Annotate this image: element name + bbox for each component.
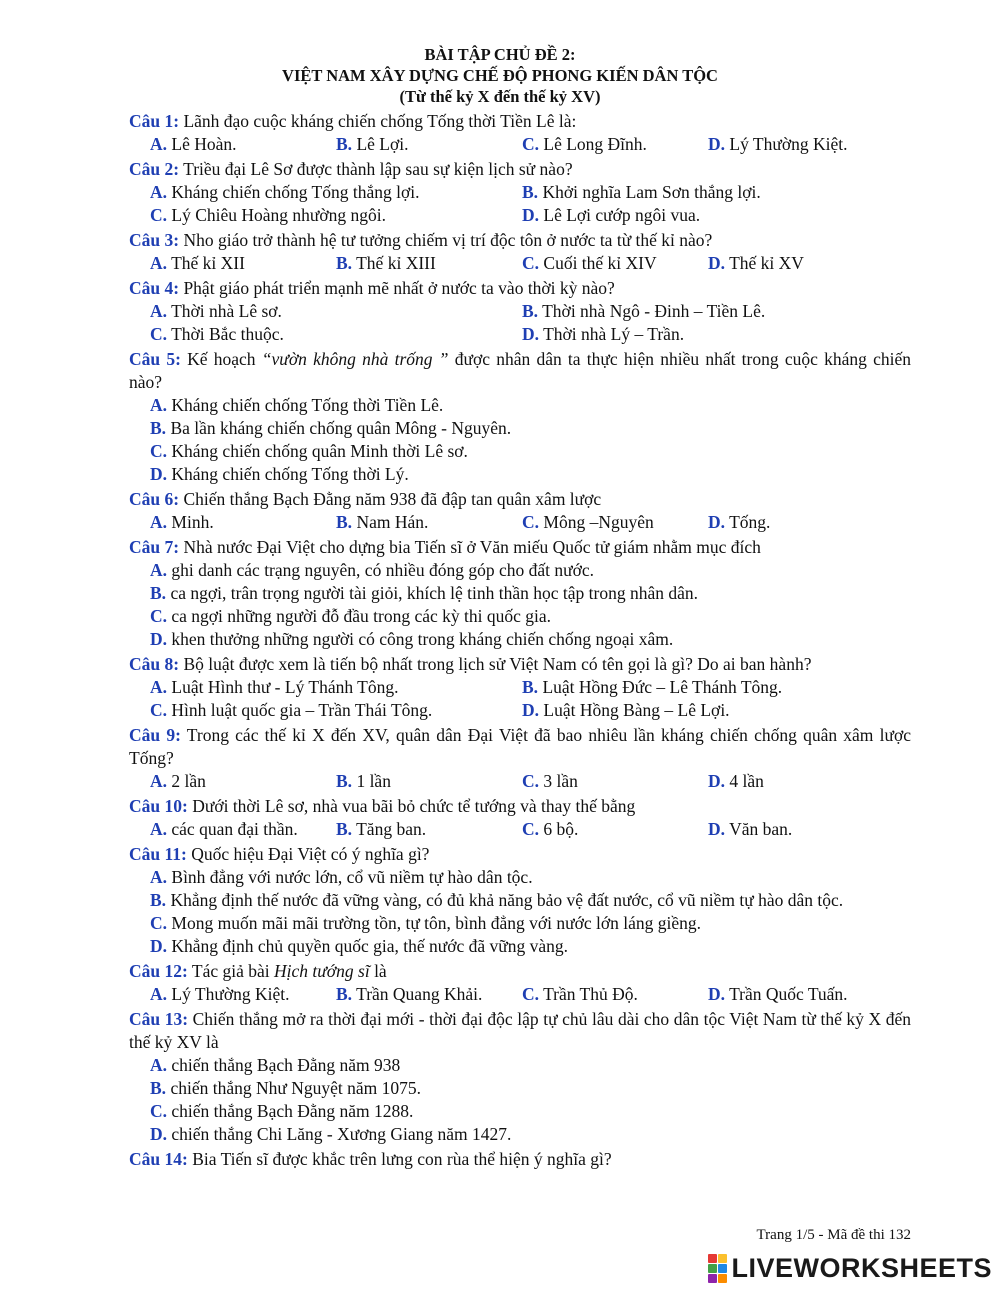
option-d	[522, 204, 911, 227]
option-a	[150, 252, 336, 275]
question-label: Câu 13:	[129, 1009, 189, 1029]
header-line-2: VIỆT NAM XÂY DỰNG CHẾ ĐỘ PHONG KIẾN DÂN TỘC	[282, 66, 718, 85]
option-c	[150, 1100, 911, 1123]
question-text: Tác giả bài	[187, 961, 274, 981]
option-letter: D.	[708, 771, 726, 791]
option-a	[150, 559, 911, 582]
question-13	[129, 1008, 911, 1146]
question-text: Bộ luật được xem là tiến bộ nhất trong lịch sử Việt Nam có tên gọi là gì? Do ai ban hành?	[179, 654, 812, 674]
question-label: Câu 11:	[129, 844, 187, 864]
option-text: Thế kỉ XV	[725, 253, 804, 273]
option-letter: B.	[522, 301, 539, 321]
option-text: Nam Hán.	[352, 512, 429, 532]
option-letter: C.	[522, 512, 540, 532]
question-2	[129, 158, 911, 227]
option-text: Luật Hình thư - Lý Thánh Tông.	[167, 677, 399, 697]
option-text: Trần Quang Khải.	[352, 984, 483, 1004]
question-stem	[129, 158, 911, 181]
brand-text: LIVEWORKSHEETS	[731, 1253, 992, 1283]
question-stem	[129, 1148, 911, 1171]
option-letter: B.	[150, 1078, 167, 1098]
option-text: 3 lần	[539, 771, 578, 791]
option-d	[150, 935, 911, 958]
question-label: Câu 9:	[129, 725, 181, 745]
option-text: Thời nhà Ngô - Đinh – Tiền Lê.	[538, 301, 766, 321]
question-12	[129, 960, 911, 1006]
option-c	[522, 252, 708, 275]
option-letter: B.	[336, 253, 353, 273]
option-letter: A.	[150, 395, 168, 415]
option-b	[522, 300, 911, 323]
option-a	[150, 300, 522, 323]
option-b	[336, 133, 522, 156]
option-letter: B.	[522, 677, 539, 697]
option-letter: A.	[150, 134, 168, 154]
option-list	[129, 133, 911, 156]
option-text: Lê Lợi cướp ngôi vua.	[539, 205, 701, 225]
question-1	[129, 110, 911, 156]
option-letter: C.	[522, 984, 540, 1004]
option-b	[150, 417, 911, 440]
option-text: Trần Thủ Độ.	[539, 984, 638, 1004]
brand-icon-tile	[708, 1274, 717, 1283]
option-text: Thời nhà Lê sơ.	[167, 301, 282, 321]
question-list	[129, 110, 911, 1173]
option-a	[150, 1054, 911, 1077]
option-d	[708, 770, 911, 793]
option-b	[522, 181, 911, 204]
option-d	[708, 511, 911, 534]
question-6	[129, 488, 911, 534]
option-letter: C.	[522, 771, 540, 791]
page-info: Trang 1/5 - Mã đề thi 132	[756, 1227, 911, 1243]
option-text: 6 bộ.	[539, 819, 579, 839]
option-letter: C.	[150, 700, 168, 720]
liveworksheets-icon	[708, 1254, 727, 1283]
option-list	[129, 983, 911, 1006]
option-letter: A.	[150, 771, 168, 791]
option-letter: B.	[150, 890, 167, 910]
question-label: Câu 12:	[129, 961, 188, 981]
option-d	[522, 699, 911, 722]
question-9	[129, 724, 911, 793]
option-a	[150, 676, 522, 699]
question-italic: Hịch tướng sĩ	[274, 961, 370, 981]
brand-icon-tile	[718, 1254, 727, 1263]
question-label: Câu 10:	[129, 796, 188, 816]
option-list	[129, 394, 911, 486]
option-text: Thế kỉ XII	[167, 253, 245, 273]
option-letter: B.	[522, 182, 539, 202]
question-stem	[129, 277, 911, 300]
option-list	[129, 300, 911, 346]
option-list	[129, 252, 911, 275]
question-label: Câu 8:	[129, 654, 180, 674]
question-label: Câu 4:	[129, 278, 180, 298]
option-list	[129, 181, 911, 227]
option-d	[708, 133, 911, 156]
question-text: Phật giáo phát triển mạnh mẽ nhất ở nước ta vào thời kỳ nào?	[179, 278, 615, 298]
option-letter: A.	[150, 1055, 168, 1075]
question-text: Lãnh đạo cuộc kháng chiến chống Tống thời Tiền Lê là:	[179, 111, 577, 131]
option-list	[129, 1054, 911, 1146]
option-text: Trần Quốc Tuấn.	[725, 984, 848, 1004]
question-stem	[129, 960, 911, 983]
option-text: Bình đẳng với nước lớn, cổ vũ niềm tự hào dân tộc.	[167, 867, 533, 887]
question-stem	[129, 488, 911, 511]
option-c	[150, 699, 522, 722]
option-text: Mong muốn mãi mãi trường tồn, tự tôn, bình đẳng với nước lớn láng giềng.	[167, 913, 702, 933]
question-text: Nhà nước Đại Việt cho dựng bia Tiến sĩ ở Văn miếu Quốc tử giám nhằm mục đích	[179, 537, 761, 557]
option-text: Thế kỉ XIII	[352, 253, 436, 273]
option-c	[150, 323, 522, 346]
question-11	[129, 843, 911, 958]
option-text: chiến thắng Như Nguyệt năm 1075.	[166, 1078, 421, 1098]
option-text: Khẳng định thế nước đã vững vàng, có đủ khả năng bảo vệ đất nước, cổ vũ niềm tự hào dân tộc.	[166, 890, 844, 910]
option-letter: A.	[150, 984, 168, 1004]
option-letter: D.	[150, 629, 168, 649]
option-c	[522, 770, 708, 793]
option-d	[150, 463, 911, 486]
question-stem	[129, 229, 911, 252]
question-text: Triều đại Lê Sơ được thành lập sau sự kiện lịch sử nào?	[179, 159, 573, 179]
question-7	[129, 536, 911, 651]
option-letter: B.	[336, 771, 353, 791]
option-d	[708, 818, 911, 841]
question-stem	[129, 110, 911, 133]
option-letter: D.	[708, 984, 726, 1004]
option-text: Kháng chiến chống quân Minh thời Lê sơ.	[167, 441, 468, 461]
option-a	[150, 983, 336, 1006]
option-letter: B.	[150, 583, 167, 603]
question-stem	[129, 724, 911, 770]
question-8	[129, 653, 911, 722]
option-list	[129, 818, 911, 841]
option-a	[150, 818, 336, 841]
option-a	[150, 181, 522, 204]
option-letter: B.	[336, 819, 353, 839]
option-letter: C.	[522, 134, 540, 154]
option-text: Mông –Nguyên	[539, 512, 654, 532]
option-list	[129, 559, 911, 651]
question-label: Câu 3:	[129, 230, 180, 250]
header-line-1: BÀI TẬP CHỦ ĐỀ 2:	[424, 45, 576, 64]
question-stem	[129, 536, 911, 559]
brand-icon-tile	[718, 1274, 727, 1283]
option-text: Minh.	[167, 512, 214, 532]
option-c	[150, 605, 911, 628]
option-text: Kháng chiến chống Tống thời Tiền Lê.	[167, 395, 444, 415]
option-text: khen thưởng những người có công trong kháng chiến chống ngoại xâm.	[167, 629, 674, 649]
question-label: Câu 5:	[129, 349, 181, 369]
question-label: Câu 7:	[129, 537, 180, 557]
question-stem	[129, 348, 911, 394]
option-text: ghi danh các trạng nguyên, có nhiều đóng góp cho đất nước.	[167, 560, 594, 580]
option-c	[522, 511, 708, 534]
option-letter: D.	[522, 700, 540, 720]
option-text: Lê Long Đĩnh.	[539, 134, 647, 154]
option-text: Lê Lợi.	[352, 134, 409, 154]
option-text: Văn ban.	[725, 819, 793, 839]
option-letter: A.	[150, 677, 168, 697]
option-d	[708, 983, 911, 1006]
option-letter: B.	[336, 512, 353, 532]
question-text: Trong các thế kỉ X đến XV, quân dân Đại Việt đã bao nhiêu lần kháng chiến chống quân xâm lược Tống?	[129, 725, 911, 768]
option-letter: D.	[522, 205, 540, 225]
question-3	[129, 229, 911, 275]
option-c	[150, 912, 911, 935]
option-list	[129, 511, 911, 534]
option-text: Ba lần kháng chiến chống quân Mông - Nguyên.	[166, 418, 512, 438]
option-c	[522, 133, 708, 156]
option-d	[150, 628, 911, 651]
question-4	[129, 277, 911, 346]
question-text: Kế hoạch	[180, 349, 262, 369]
option-a	[150, 133, 336, 156]
option-letter: B.	[336, 984, 353, 1004]
option-letter: A.	[150, 182, 168, 202]
option-list	[129, 770, 911, 793]
brand-icon-tile	[708, 1254, 717, 1263]
option-letter: C.	[150, 913, 168, 933]
option-text: Luật Hồng Đức – Lê Thánh Tông.	[538, 677, 783, 697]
question-5	[129, 348, 911, 486]
option-letter: A.	[150, 867, 168, 887]
option-c	[522, 818, 708, 841]
option-letter: B.	[150, 418, 167, 438]
option-list	[129, 866, 911, 958]
option-a	[150, 866, 911, 889]
option-text: Kháng chiến chống Tống thắng lợi.	[167, 182, 420, 202]
question-text-cont: được nhân dân ta thực hiện nhiều nhất trong cuộc kháng chiến nào?	[129, 349, 911, 392]
option-text: Hình luật quốc gia – Trần Thái Tông.	[167, 700, 433, 720]
question-label: Câu 14:	[129, 1149, 188, 1169]
question-label: Câu 2:	[129, 159, 180, 179]
liveworksheets-logo	[708, 1253, 992, 1284]
question-10	[129, 795, 911, 841]
question-text: Bia Tiến sĩ được khắc trên lưng con rùa thể hiện ý nghĩa gì?	[187, 1149, 612, 1169]
option-text: Khởi nghĩa Lam Sơn thắng lợi.	[538, 182, 761, 202]
question-stem	[129, 795, 911, 818]
brand-icon-tile	[718, 1264, 727, 1273]
option-text: Lê Hoàn.	[167, 134, 237, 154]
option-letter: D.	[708, 819, 726, 839]
option-letter: D.	[522, 324, 540, 344]
question-stem	[129, 653, 911, 676]
option-list	[129, 676, 911, 722]
question-label: Câu 1:	[129, 111, 180, 131]
option-letter: D.	[150, 464, 168, 484]
option-letter: C.	[150, 441, 168, 461]
question-text: Nho giáo trở thành hệ tư tưởng chiếm vị trí độc tôn ở nước ta từ thế kỉ nào?	[179, 230, 713, 250]
option-d	[150, 1123, 911, 1146]
option-letter: D.	[150, 1124, 168, 1144]
question-text: Dưới thời Lê sơ, nhà vua bãi bỏ chức tể tướng và thay thế bằng	[187, 796, 636, 816]
question-italic: “vườn không nhà trống ”	[261, 349, 449, 369]
option-text: chiến thắng Bạch Đằng năm 1288.	[167, 1101, 414, 1121]
option-text: 2 lần	[167, 771, 206, 791]
option-a	[150, 394, 911, 417]
question-text: Chiến thắng mở ra thời đại mới - thời đại độc lập tự chủ lâu dài cho dân tộc Việt Nam từ thế kỷ X đến thế kỷ XV là	[129, 1009, 912, 1052]
option-letter: C.	[522, 819, 540, 839]
option-b	[150, 1077, 911, 1100]
option-letter: A.	[150, 819, 168, 839]
option-b	[150, 582, 911, 605]
option-text: Khẳng định chủ quyền quốc gia, thế nước đã vững vàng.	[167, 936, 568, 956]
option-d	[522, 323, 911, 346]
option-text: Thời nhà Lý – Trần.	[539, 324, 685, 344]
option-letter: C.	[150, 1101, 168, 1121]
question-label: Câu 6:	[129, 489, 180, 509]
option-text: Tống.	[725, 512, 771, 532]
option-text: 4 lần	[725, 771, 764, 791]
option-text: Cuối thế kỉ XIV	[539, 253, 657, 273]
option-letter: C.	[150, 324, 168, 344]
option-letter: A.	[150, 560, 168, 580]
option-text: Thời Bắc thuộc.	[167, 324, 284, 344]
option-letter: D.	[708, 512, 726, 532]
header-line-3: (Từ thế kỷ X đến thế kỷ XV)	[399, 87, 601, 106]
option-text: 1 lần	[352, 771, 391, 791]
option-c	[150, 440, 911, 463]
option-letter: B.	[336, 134, 353, 154]
worksheet-header	[0, 44, 1000, 107]
question-text: Chiến thắng Bạch Đằng năm 938 đã đập tan quân xâm lược	[179, 489, 602, 509]
option-text: Luật Hồng Bàng – Lê Lợi.	[539, 700, 730, 720]
question-stem	[129, 1008, 911, 1054]
option-text: ca ngợi những người đỗ đầu trong các kỳ thi quốc gia.	[167, 606, 552, 626]
option-b	[336, 983, 522, 1006]
option-a	[150, 511, 336, 534]
option-letter: D.	[708, 134, 726, 154]
option-b	[336, 511, 522, 534]
option-text: Lý Thường Kiệt.	[167, 984, 290, 1004]
question-text: Quốc hiệu Đại Việt có ý nghĩa gì?	[186, 844, 430, 864]
option-letter: A.	[150, 253, 168, 273]
option-letter: A.	[150, 512, 168, 532]
question-14	[129, 1148, 911, 1171]
option-text: các quan đại thần.	[167, 819, 298, 839]
option-text: ca ngợi, trân trọng người tài giỏi, khích lệ tinh thần học tập trong nhân dân.	[166, 583, 699, 603]
option-b	[522, 676, 911, 699]
option-a	[150, 770, 336, 793]
brand-icon-tile	[708, 1264, 717, 1273]
option-letter: A.	[150, 301, 168, 321]
option-text: Lý Chiêu Hoàng nhường ngôi.	[167, 205, 387, 225]
option-b	[336, 770, 522, 793]
option-text: Tăng ban.	[352, 819, 427, 839]
option-b	[336, 252, 522, 275]
option-letter: D.	[150, 936, 168, 956]
question-text-cont: là	[369, 961, 387, 981]
option-text: Kháng chiến chống Tống thời Lý.	[167, 464, 409, 484]
option-text: Lý Thường Kiệt.	[725, 134, 848, 154]
option-c	[150, 204, 522, 227]
option-letter: C.	[522, 253, 540, 273]
option-b	[150, 889, 911, 912]
option-letter: D.	[708, 253, 726, 273]
option-d	[708, 252, 911, 275]
option-text: chiến thắng Bạch Đằng năm 938	[167, 1055, 401, 1075]
option-text: chiến thắng Chi Lăng - Xương Giang năm 1427.	[167, 1124, 512, 1144]
option-b	[336, 818, 522, 841]
option-c	[522, 983, 708, 1006]
question-stem	[129, 843, 911, 866]
option-letter: C.	[150, 205, 168, 225]
option-letter: C.	[150, 606, 168, 626]
